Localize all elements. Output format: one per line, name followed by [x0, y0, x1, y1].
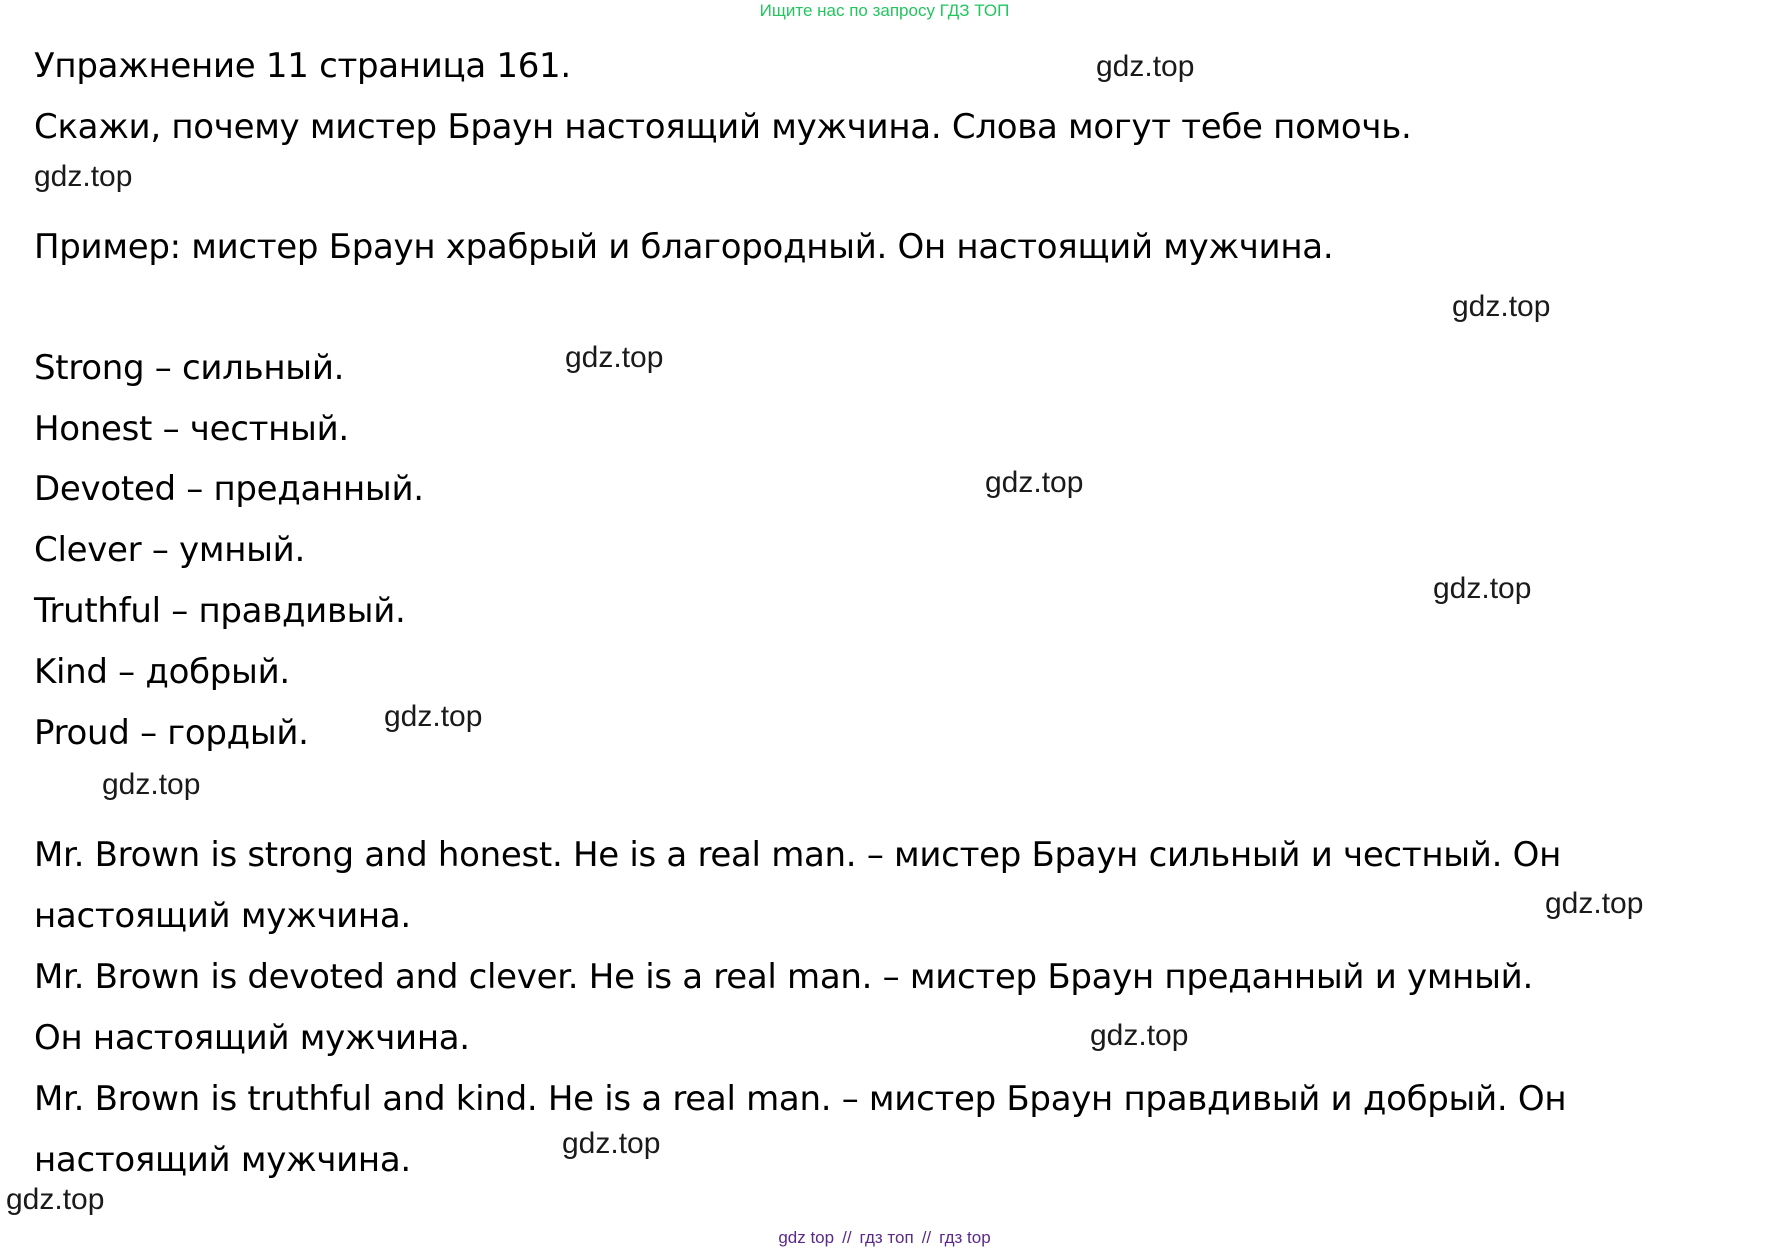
footer-link[interactable]: гдз топ — [859, 1228, 914, 1247]
answer-line: настоящий мужчина. — [34, 896, 411, 936]
watermark: gdz.top — [562, 1127, 661, 1160]
watermark: gdz.top — [102, 768, 201, 801]
answer-line: Mr. Brown is truthful and kind. He is a real man. – мистер Браун правдивый и добрый. Он — [34, 1079, 1567, 1119]
word-item: Clever – умный. — [34, 530, 305, 570]
watermark: gdz.top — [384, 700, 483, 733]
answer-line: Mr. Brown is devoted and clever. He is a real man. – мистер Браун преданный и умный. — [34, 957, 1533, 997]
word-item: Devoted – преданный. — [34, 469, 424, 509]
top-banner: Ищите нас по запросу ГДЗ ТОП — [759, 1, 1010, 20]
watermark: gdz.top — [985, 466, 1084, 499]
watermark: gdz.top — [1090, 1019, 1189, 1052]
example-text: Пример: мистер Браун храбрый и благородный. Он настоящий мужчина. — [34, 227, 1334, 267]
word-item: Honest – честный. — [34, 409, 349, 449]
exercise-title: Упражнение 11 страница 161. — [34, 46, 571, 86]
answer-line: Mr. Brown is strong and honest. He is a real man. – мистер Браун сильный и честный. Он — [34, 835, 1562, 875]
watermark: gdz.top — [1545, 887, 1644, 920]
watermark: gdz.top — [1433, 572, 1532, 605]
footer-separator: // — [921, 1228, 932, 1247]
watermark: gdz.top — [6, 1183, 105, 1216]
footer-separator: // — [842, 1228, 852, 1247]
answer-line: настоящий мужчина. — [34, 1140, 411, 1180]
word-item: Strong – сильный. — [34, 348, 345, 388]
footer-link[interactable]: gdz top — [778, 1228, 835, 1247]
footer-link[interactable]: гдз top — [939, 1228, 991, 1247]
task-text: Скажи, почему мистер Браун настоящий мужчина. Слова могут тебе помочь. — [34, 107, 1412, 147]
word-item: Proud – гордый. — [34, 713, 309, 753]
watermark: gdz.top — [1452, 290, 1551, 323]
watermark: gdz.top — [1096, 50, 1195, 83]
watermark: gdz.top — [565, 341, 664, 374]
footer-links — [0, 1227, 1769, 1249]
word-item: Kind – добрый. — [34, 652, 290, 692]
word-item: Truthful – правдивый. — [34, 591, 406, 631]
watermark: gdz.top — [34, 160, 133, 193]
answer-line: Он настоящий мужчина. — [34, 1018, 470, 1058]
